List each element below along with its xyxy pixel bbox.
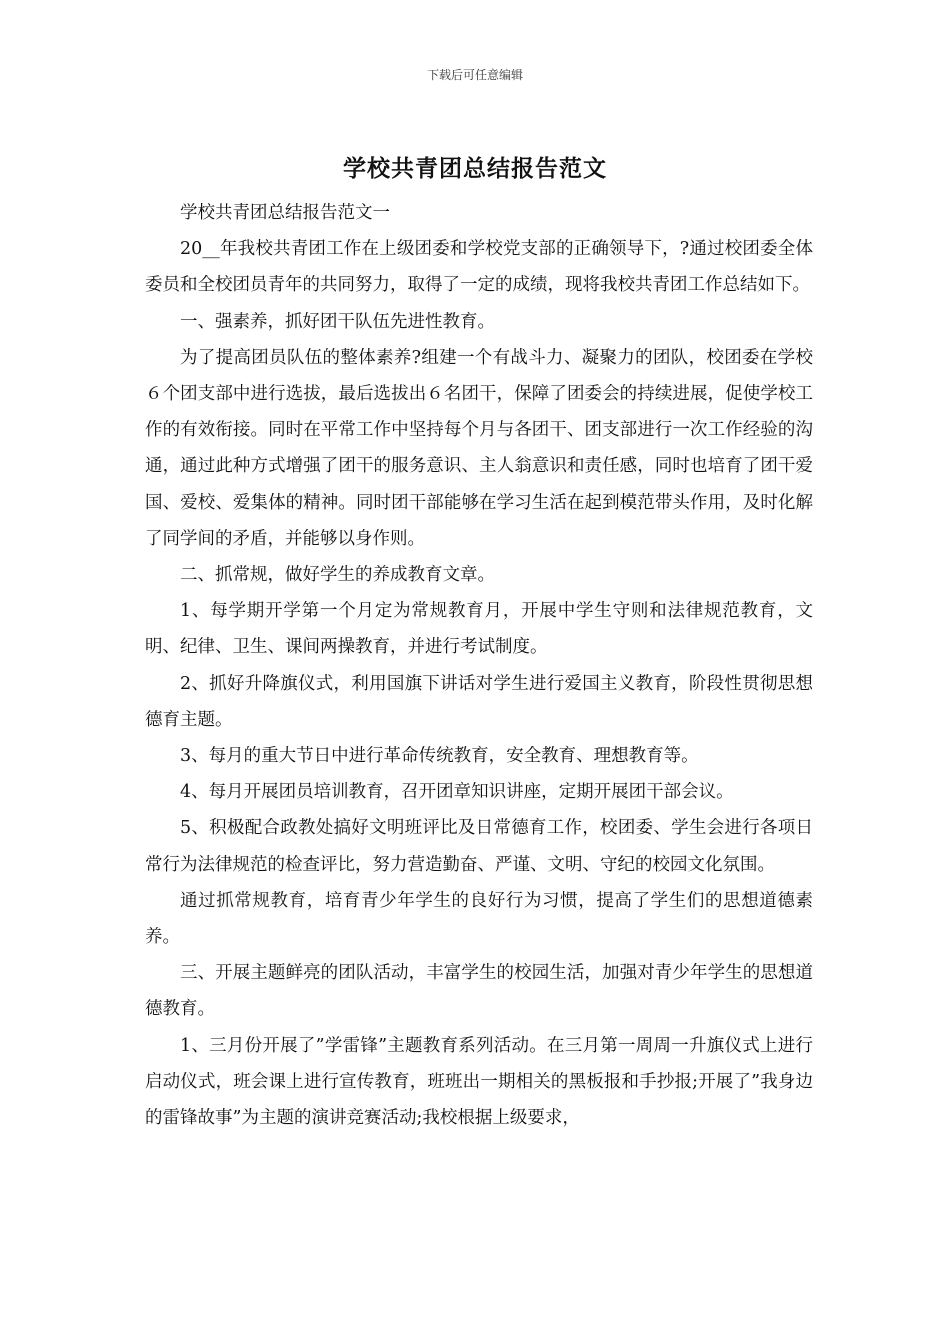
list-item: 3、每月的重大节日中进行革命传统教育，安全教育、理想教育等。 xyxy=(180,746,699,767)
section-heading-2: 二、抓常规，做好学生的养成教育文章。 xyxy=(180,565,495,586)
paragraph: 为了提高团员队伍的整体素养?组建一个有战斗力、凝聚力的团队，校团委在学校６个团支部中进行选拔，最后选拔出６名团干，保障了团委会的持续进展，促使学校工作的有效衔接。同时在平常工作中坚持每个月与各团干、团支部进行一次工作经验的沟通，通过此种方式增强了团干的服务意识、主人翁意识和责任感，同时也培育了团干爱国、爱校、爱集体的精神。同时团干部能够在学习生活在起到模范带头作用，及时化解了同学间的矛盾，并能够以身作则。 xyxy=(145,347,813,549)
section-heading-1: 一、强素养，抓好团干队伍先进性教育。 xyxy=(180,311,495,332)
list-item: 2、抓好升降旗仪式，利用国旗下讲话对学生进行爱国主义教育，阶段性贯彻思想德育主题。 xyxy=(145,673,813,730)
document-body xyxy=(145,195,813,1136)
list-item: 1、三月份开展了”学雷锋”主题教育系列活动。在三月第一周周一升旗仪式上进行启动仪式，班会课上进行宣传教育，班班出一期相关的黑板报和手抄报;开展了”我身边的雷锋故事”为主题的演讲竞赛活动;我校根据上级要求， xyxy=(145,1035,813,1129)
document-title: 学校共青团总结报告范文 xyxy=(343,155,607,182)
paragraph-subtitle: 学校共青团总结报告范文一 xyxy=(180,203,390,223)
section-heading-3: 三、开展主题鲜亮的团队活动，丰富学生的校园生活，加强对青少年学生的思想道德教育。 xyxy=(145,963,813,1020)
list-item: 5、积极配合政教处搞好文明班评比及日常德育工作，校团委、学生会进行各项日常行为法律规范的检查评比，努力营造勤奋、严谨、文明、守纪的校园文化氛围。 xyxy=(145,818,813,875)
list-item: 4、每月开展团员培训教育，召开团章知识讲座，定期开展团干部会议。 xyxy=(180,782,734,803)
paragraph-intro: 20__年我校共青团工作在上级团委和学校党支部的正确领导下，?通过校团委全体委员和全校团员青年的共同努力，取得了一定的成绩，现将我校共青团工作总结如下。 xyxy=(145,239,813,296)
paragraph: 通过抓常规教育，培育青少年学生的良好行为习惯，提高了学生们的思想道德素养。 xyxy=(145,890,813,948)
list-item: 1、每学期开学第一个月定为常规教育月，开展中学生守则和法律规范教育，文明、纪律、卫生、课间两操教育，并进行考试制度。 xyxy=(145,601,813,658)
page-header-note: 下载后可任意编辑 xyxy=(426,68,523,82)
